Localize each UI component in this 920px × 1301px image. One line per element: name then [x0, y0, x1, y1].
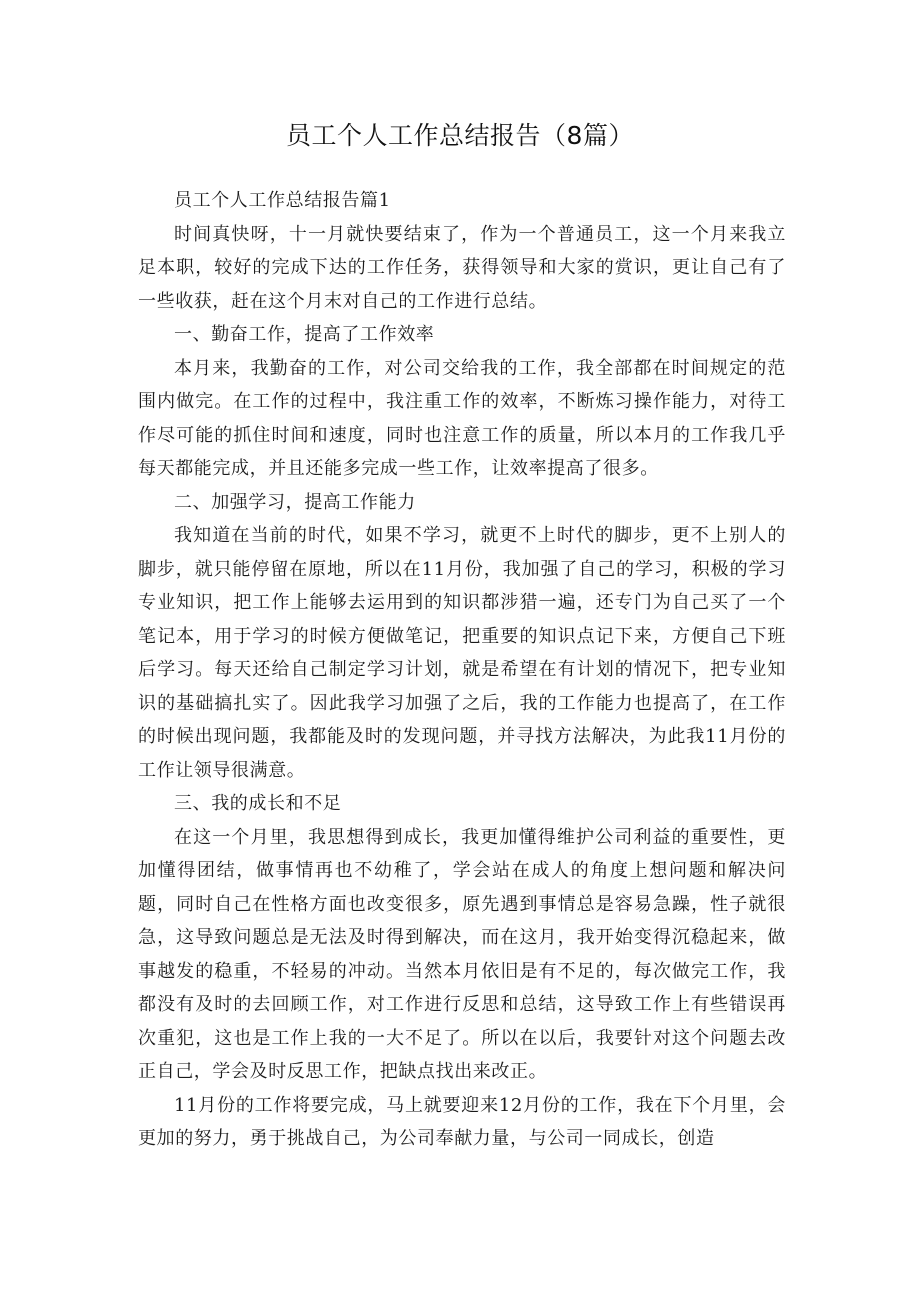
- paragraph: 时间真快呀，十一月就快要结束了，作为一个普通员工，这一个月来我立足本职，较好的完成下达的工作任务，获得领导和大家的赏识，更让自己有了一些收获，赶在这个月末对自己的工作进行总结。: [138, 223, 786, 312]
- paragraph: 在这一个月里，我思想得到成长，我更加懂得维护公司利益的重要性，更加懂得团结，做事情再也不幼稚了，学会站在成人的角度上想问题和解决问题，同时自己在性格方面也改变很多，原先遇到事情总是容易急躁，性子就很急，这导致问题总是无法及时得到解决，而在这月，我开始变得沉稳起来，做事越发的稳重，不轻易的冲动。当然本月依旧是有不足的，每次做完工作，我都没有及时的去回顾工作，对工作进行反思和总结，这导致工作上有些错误再次重犯，这也是工作上我的一大不足了。所以在以后，我要针对这个问题去改正自己，学会及时反思工作，把缺点找出来改正。: [138, 826, 786, 1082]
- paragraph: 本月来，我勤奋的工作，对公司交给我的工作，我全部都在时间规定的范围内做完。在工作的过程中，我注重工作的效率，不断炼习操作能力，对待工作尽可能的抓住时间和速度，同时也注意工作的质量，所以本月的工作我几乎每天都能完成，并且还能多完成一些工作，让效率提高了很多。: [138, 357, 786, 479]
- paragraph: 我知道在当前的时代，如果不学习，就更不上时代的脚步，更不上别人的脚步，就只能停留在原地，所以在11月份，我加强了自己的学习，积极的学习专业知识，把工作上能够去运用到的知识都涉猎一遍，还专门为自己买了一个笔记本，用于学习的时候方便做笔记，把重要的知识点记下来，方便自己下班后学习。每天还给自己制定学习计划，就是希望在有计划的情况下，把专业知识的基础搞扎实了。因此我学习加强了之后，我的工作能力也提高了，在工作的时候出现问题，我都能及时的发现问题，并寻找方法解决，为此我11月份的工作让领导很满意。: [138, 525, 786, 781]
- document-body: [138, 184, 786, 1156]
- paragraph: 11月份的工作将要完成，马上就要迎来12月份的工作，我在下个月里，会更加的努力，勇于挑战自己，为公司奉献力量，与公司一同成长，创造: [138, 1094, 786, 1149]
- subsection-heading: 一、勤奋工作，提高了工作效率: [174, 324, 435, 345]
- subsection-heading: 三、我的成长和不足: [174, 793, 342, 814]
- document-title: 员工个人工作总结报告（8篇）: [286, 121, 634, 150]
- section-heading: 员工个人工作总结报告篇1: [174, 190, 391, 211]
- subsection-heading: 二、加强学习，提高工作能力: [174, 491, 416, 513]
